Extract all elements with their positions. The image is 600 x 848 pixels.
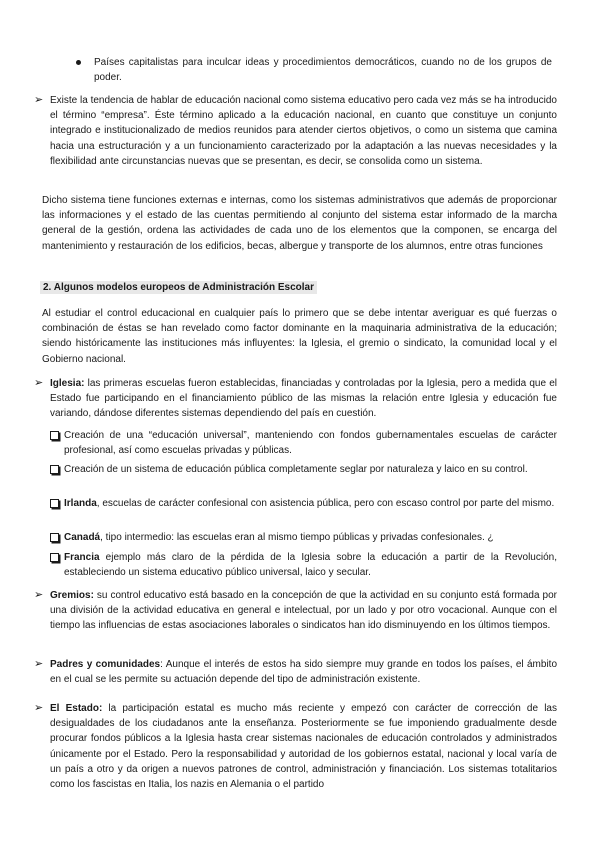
checkbox-square-icon	[50, 465, 59, 474]
intro-bullet	[72, 55, 552, 85]
intro-bullet-text: Países capitalistas para inculcar ideas y procedimientos democráticos, cuando no de los grupos de poder.	[94, 57, 552, 84]
arrow-bullet-icon: ➢	[34, 377, 44, 389]
gremios-label: Gremios:	[50, 590, 94, 601]
item-gremios	[34, 588, 557, 634]
checkbox-square-icon	[50, 431, 59, 440]
padres-label: Padres y comunidades	[50, 659, 161, 670]
subitem-text: Creación de una “educación universal”, manteniendo con fondos gubernamentales escuelas de carácter profesional, así como escuelas privadas y públicas.	[64, 430, 557, 457]
subitem-educacion-universal	[50, 428, 557, 458]
canada-text: , tipo intermedio: las escuelas eran al mismo tiempo públicas y privadas confesionales. ¿	[100, 532, 494, 543]
subitem-francia	[50, 550, 557, 580]
paragraph-funciones-text: Dicho sistema tiene funciones externas e internas, como los sistemas administrativos que además de proporcionar las informaciones y el estado de las cuentas permitiendo al conjunto del sistema estar informado de la marcha general de la gestión, ordena las actividades de cada uno de los elementos que la componen, se encarga del mantenimiento y restauración de los edificios, becas, albergue y transporte de los alumnos, entre otras funciones	[42, 195, 557, 252]
iglesia-label: Iglesia:	[50, 378, 85, 389]
gremios-text: su control educativo está basado en la concepción de que la actividad en su conjunto está formada por una división de la actividad educativa en general e intelectual, por un lado y por otro vocacional. Aunque con el tiempo las influencias de estas asociaciones laborales o sindicatos han ido disminuyendo en los últimos tiempos.	[50, 590, 557, 632]
checkbox-square-icon	[50, 499, 59, 508]
paragraph-control	[42, 306, 557, 367]
item-padres	[34, 657, 557, 687]
paragraph-funciones	[42, 193, 557, 254]
iglesia-text: las primeras escuelas fueron establecidas, financiadas y controladas por la Iglesia, pero a medida que el Estado fue participando en el financiamiento público de las mismas la relación entre Iglesia y educación fue variando, dándose diferentes sistemas dependiendo del país en cuestión.	[50, 378, 557, 420]
subitem-irlanda	[50, 496, 557, 511]
section-heading-text: 2. Algunos modelos europeos de Administración Escolar	[40, 281, 317, 294]
arrow-bullet-icon: ➢	[34, 589, 44, 601]
francia-text: ejemplo más claro de la pérdida de la Iglesia sobre la educación a partir de la Revolución, estableciendo un sistema educativo público universal, laico y secular.	[64, 552, 557, 579]
paragraph-control-text: Al estudiar el control educacional en cualquier país lo primero que se debe intentar averiguar es qué fuerzas o combinación de éstas se han revelado como factor dominante en la maquinaria administrativa de la educación; siendo históricamente las instituciones más influyentes: la Iglesia, el gremio o sindicato, la comunidad local y el Gobierno nacional.	[42, 308, 557, 365]
subitem-seglar	[50, 462, 557, 477]
estado-text: la participación estatal es mucho más reciente y empezó con carácter de corrección de las desigualdades de los ciudadanos ante la enseñanza. Posteriormente se fue imponiendo gradualmente desde procurar fondos públicos a la Iglesia hasta crear sistemas nacionales de educación controlados y administrados únicamente por el Estado. Pero la responsabilidad y autoridad de los gobiernos estatal, nacional y local varía de un país a otro y da origen a nuevos patrones de control, administración y financiación. Los sistemas totalitarios como los fascistas en Italia, los nazis en Alemania o el partido	[50, 703, 557, 791]
irlanda-label: Irlanda	[64, 498, 97, 509]
francia-label: Francia	[64, 552, 100, 563]
arrow-bullet-icon: ➢	[34, 94, 44, 106]
item-estado	[34, 701, 557, 792]
irlanda-text: , escuelas de carácter confesional con asistencia pública, pero con escaso control por parte del mismo.	[96, 498, 555, 509]
arrow-bullet-icon: ➢	[34, 658, 44, 670]
item-iglesia	[34, 376, 557, 422]
bullet-dot-icon	[76, 60, 81, 65]
subitem-canada	[50, 530, 557, 545]
canada-label: Canadá	[64, 532, 101, 543]
paragraph-tendencia	[34, 93, 557, 169]
arrow-bullet-icon: ➢	[34, 702, 44, 714]
checkbox-square-icon	[50, 533, 59, 542]
padres-text: : Aunque el interés de estos ha sido siempre muy grande en todos los países, el ámbito en el cual se les permite su actuación depende del tipo de administración existente.	[50, 659, 558, 686]
subitem-text: Creación de un sistema de educación pública completamente seglar por naturaleza y laico en su control.	[64, 464, 528, 475]
estado-label: El Estado:	[50, 703, 103, 714]
paragraph-tendencia-text: Existe la tendencia de hablar de educación nacional como sistema educativo pero cada vez más se ha introducido el término “empresa”. Éste término aplicado a la educación nacional, en cuanto que constituye un conjunto integrado e institucionalizado de medios reunidos para atender ciertos objetivos, o como un sistema que camina hacia una estructuración y a un funcionamiento caracterizado por la adaptación a las nuevas necesidades y la flexibilidad ante circunstancias nuevas que se presentan, es decir, se consolida como un sistema.	[50, 95, 557, 167]
checkbox-square-icon	[50, 553, 59, 562]
section-heading	[40, 280, 317, 295]
